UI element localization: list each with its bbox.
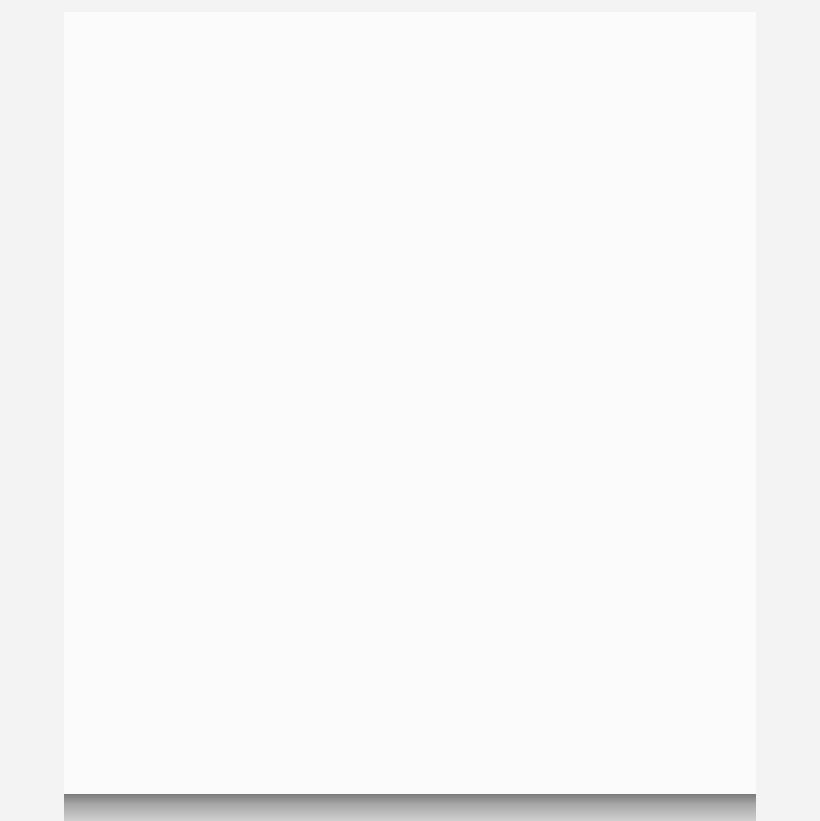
text-line: [110, 271, 410, 292]
text-line: [110, 377, 410, 398]
text-line: [110, 461, 410, 482]
text-line: [110, 589, 410, 610]
text-line: [110, 483, 410, 504]
text-line: [110, 631, 410, 652]
text-line: [110, 504, 410, 525]
scan-shadow-edge: [64, 794, 756, 821]
text-line: [110, 440, 410, 461]
text-line: [110, 546, 410, 567]
text-line: [110, 356, 410, 377]
text-line: [110, 334, 410, 355]
text-line: [110, 250, 410, 271]
text-line: [110, 419, 410, 440]
text-line: [110, 398, 410, 419]
text-line: [110, 313, 410, 334]
text-line: [110, 695, 410, 716]
left-column: [110, 186, 410, 716]
text-line: [110, 525, 410, 546]
text-line: [110, 610, 410, 631]
text-line: [110, 186, 410, 207]
text-line: [110, 652, 410, 673]
text-line: [110, 673, 410, 694]
text-line: [110, 207, 410, 228]
text-line: [110, 292, 410, 313]
text-line: [110, 567, 410, 588]
text-line: [110, 228, 410, 249]
